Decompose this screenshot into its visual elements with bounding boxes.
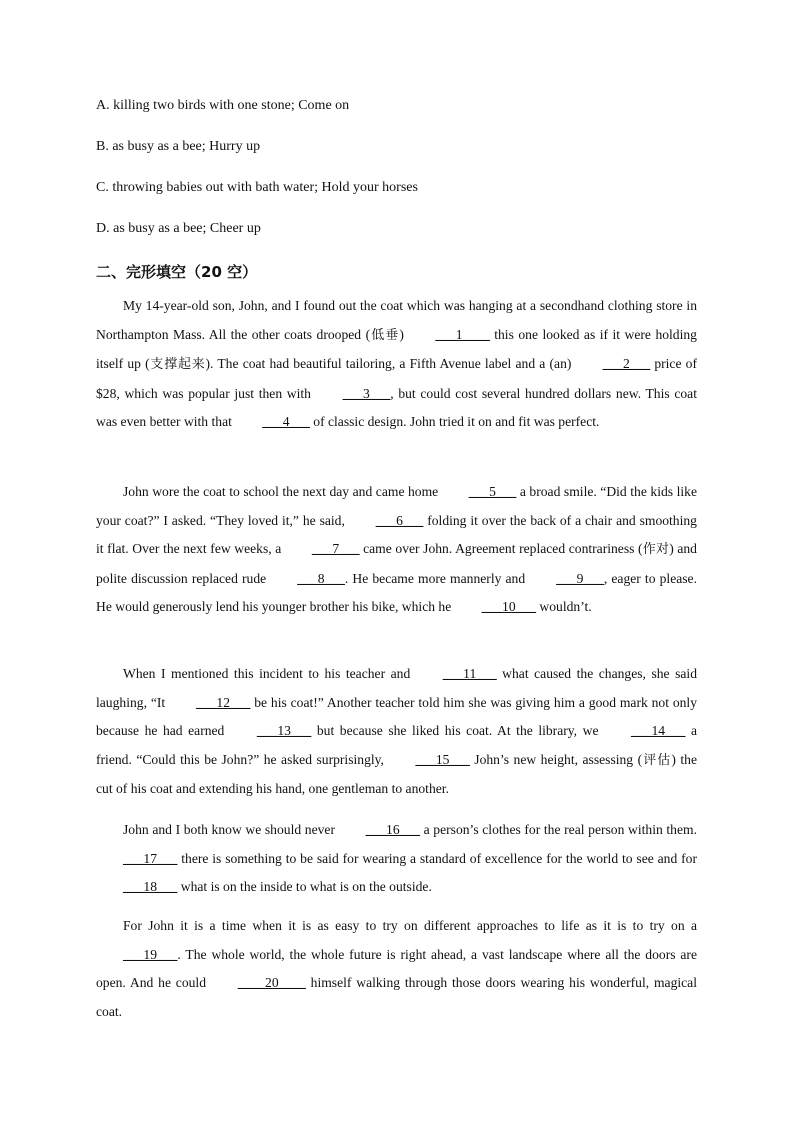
text: When I mentioned this incident to his teacher and	[123, 666, 416, 681]
text: a person’s clothes for the real person within them.	[420, 822, 697, 837]
text: what is on the inside to what is on the outside.	[177, 879, 432, 894]
blank-15: ___15___	[415, 751, 470, 767]
option-d: D. as busy as a bee; Cheer up	[96, 221, 261, 236]
text: , but could cost several hundred dollars new. This coat was even better with that	[96, 385, 697, 429]
gloss: 低垂	[370, 327, 400, 343]
paragraph-2	[96, 478, 697, 622]
text: For John it is a time when it is as easy to try on different approaches to life as it is to try on a	[123, 918, 697, 933]
text: a broad smile. “Did the kids like your coat?” I asked. “They loved it,” he said,	[96, 484, 697, 528]
blank-14: ___14___	[631, 723, 686, 738]
text: a friend. “Could this be John?” he asked surprisingly,	[96, 723, 698, 767]
option-a: A. killing two birds with one stone; Come on	[96, 98, 350, 113]
paragraph-5	[96, 912, 697, 1026]
gloss: 评估	[642, 752, 672, 768]
blank-6: ___6___	[375, 512, 424, 528]
blank-12: ___12___	[196, 694, 251, 710]
blank-17: ___17___	[123, 850, 178, 866]
text: of classic design. John tried it on and fit was perfect.	[309, 414, 600, 429]
blank-10: ___10___	[481, 599, 537, 614]
text: , eager to please. He would generously lend his younger brother his bike, which he	[96, 570, 697, 614]
text: what caused the changes, she said laughing, “It	[96, 666, 697, 710]
blank-5: ___5___	[468, 484, 517, 499]
text: )	[399, 326, 409, 342]
text: ) the cut of his coat and extending his hand, one gentleman to another.	[96, 751, 697, 796]
text: ). The coat had beautiful tailoring, a Fifth Avenue label and a (an)	[205, 356, 576, 371]
blank-13: ___13___	[256, 723, 312, 738]
text: price of $28, which was popular just then with	[96, 356, 697, 401]
blank-20: ____20____	[237, 975, 306, 990]
text: John wore the coat to school the next day and came home	[123, 484, 442, 499]
blank-11: ___11___	[442, 666, 497, 681]
text: there is something to be said for wearing a standard of excellence for the world to see and for	[177, 850, 697, 866]
blank-7: ___7___	[311, 541, 360, 556]
blank-18: ___18___	[123, 879, 178, 894]
blank-9: ___9___	[556, 570, 604, 586]
blank-16: ___16___	[365, 822, 420, 837]
section-heading: 二、完形填空（20 空）	[96, 263, 258, 281]
text: ) and polite discussion replaced rude	[96, 541, 697, 586]
blank-19: ___19___	[123, 946, 178, 962]
text: this one looked as if it were holding itself up (	[96, 326, 697, 371]
paragraph-3	[96, 660, 697, 804]
paragraph-4	[96, 816, 697, 902]
text: be his coat!” Another teacher told him she was giving him a good mark not only because he had earned	[96, 694, 698, 738]
text: but because she liked his coat. At the library, we	[311, 723, 605, 738]
text: came over John. Agreement replaced contrariness (	[359, 541, 643, 556]
text: John and I both know we should never	[123, 822, 339, 837]
text: John’s new height, assessing (	[469, 751, 643, 767]
text: . He became more mannerly and	[344, 570, 530, 586]
text: folding it over the back of a chair and smoothing it flat. Over the next few weeks, a	[96, 512, 697, 556]
paragraph-1	[96, 292, 697, 437]
text: My 14-year-old son, John, and I found out the coat which was hanging at a secondhand clothing store in Northampton Mass. All the other coats drooped (	[96, 298, 697, 342]
gloss: 支撑起来	[149, 357, 206, 372]
option-b: B. as busy as a bee; Hurry up	[96, 139, 261, 154]
blank-1: ___1____	[435, 326, 490, 342]
blank-3: ___3___	[342, 385, 391, 401]
blank-2: ___2___	[602, 356, 651, 371]
option-c: C. throwing babies out with bath water; Hold your horses	[96, 180, 418, 195]
text: wouldn’t.	[536, 599, 592, 614]
gloss: 作对	[642, 542, 670, 557]
blank-8: ___8___	[297, 570, 345, 586]
blank-4: ___4___	[262, 414, 310, 429]
text: . The whole world, the whole future is right ahead, a vast landscape where all the doors are open. And he could	[96, 946, 697, 990]
text: himself walking through those doors wearing his wonderful, magical coat.	[96, 975, 697, 1019]
